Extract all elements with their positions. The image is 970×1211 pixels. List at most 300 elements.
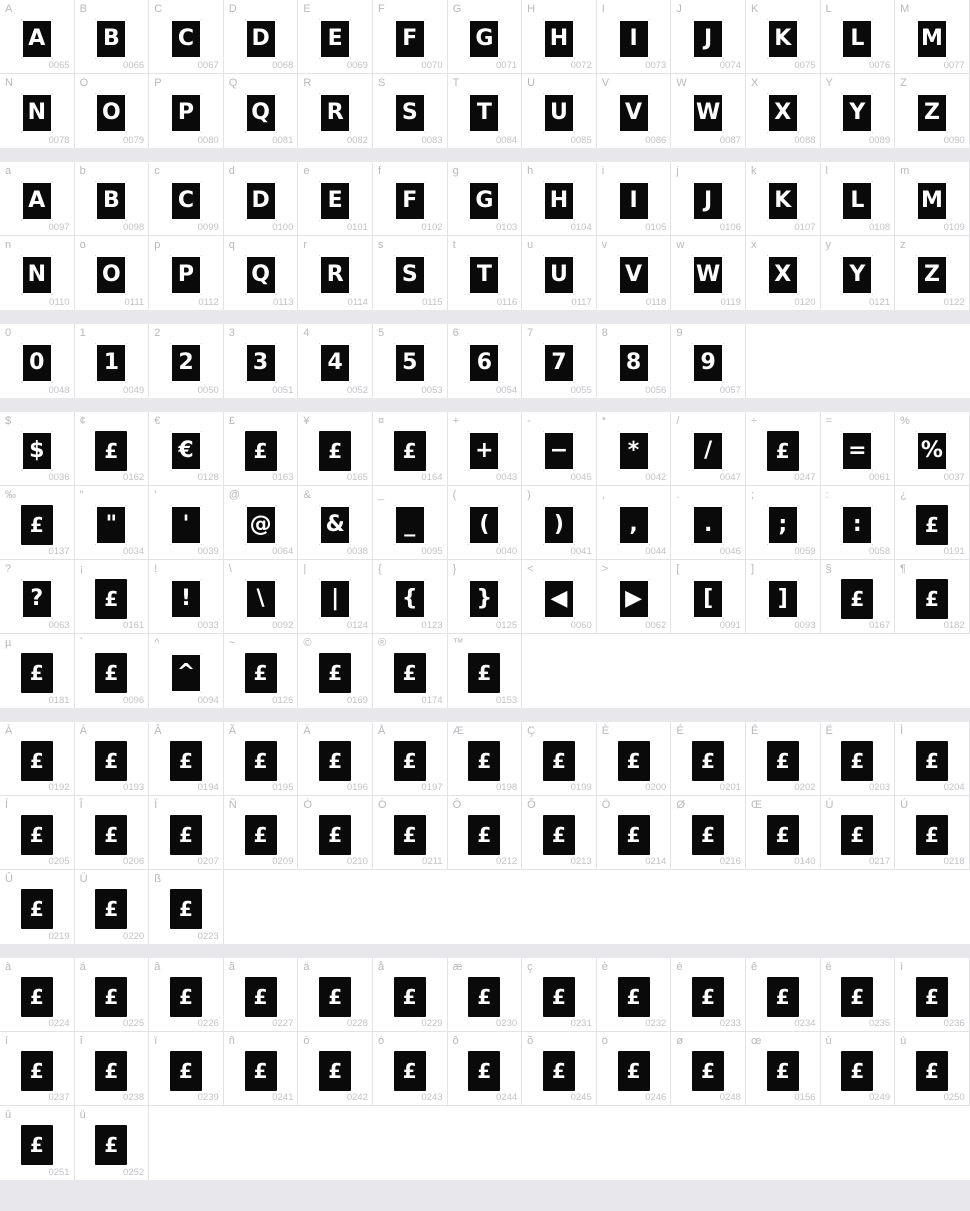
glyph-cell[interactable] — [448, 958, 523, 1032]
glyph-cell[interactable] — [597, 560, 672, 634]
glyph-box: £ — [916, 1051, 948, 1091]
glyph-cell-char: m — [900, 165, 910, 177]
glyph-cell-code: 0203 — [868, 782, 891, 793]
glyph-cell[interactable] — [75, 722, 150, 796]
glyph-cell[interactable] — [149, 162, 224, 236]
glyph-cell[interactable] — [298, 796, 373, 870]
glyph-cell[interactable] — [895, 722, 970, 796]
glyph-preview — [671, 1048, 745, 1094]
glyph-cell[interactable] — [224, 324, 299, 398]
glyph-cell-char: r — [303, 239, 308, 251]
glyph-cell[interactable] — [597, 1032, 672, 1106]
glyph-box: £ — [692, 1051, 724, 1091]
glyph-cell[interactable] — [0, 324, 75, 398]
glyph-cell[interactable] — [522, 796, 597, 870]
glyph-cell[interactable] — [373, 1032, 448, 1106]
glyph-cell-char: u — [527, 239, 534, 251]
glyph-preview — [821, 178, 895, 224]
glyph-cell[interactable] — [522, 0, 597, 74]
glyph-cell[interactable] — [746, 162, 821, 236]
glyph-cell[interactable] — [895, 1032, 970, 1106]
glyph-cell[interactable] — [671, 236, 746, 310]
glyph-cell[interactable] — [149, 412, 224, 486]
glyph-preview — [671, 340, 745, 386]
glyph-cell[interactable] — [298, 1032, 373, 1106]
glyph-preview — [448, 576, 522, 622]
glyph-cell[interactable] — [746, 1032, 821, 1106]
glyph-cell[interactable] — [522, 412, 597, 486]
glyph-preview — [0, 738, 74, 784]
glyph-cell[interactable] — [448, 796, 523, 870]
glyph-cell[interactable] — [448, 162, 523, 236]
glyph-cell-code: 0125 — [496, 620, 518, 631]
glyph-cell[interactable] — [522, 722, 597, 796]
glyph-cell-char: j — [676, 165, 679, 177]
glyph-cell[interactable] — [448, 722, 523, 796]
glyph-cell[interactable] — [746, 958, 821, 1032]
glyph-box: £ — [468, 741, 500, 781]
glyph-cell[interactable] — [298, 0, 373, 74]
glyph-cell[interactable] — [75, 74, 150, 148]
glyph-cell-code: 0156 — [794, 1092, 816, 1103]
glyph-cell-code: 0102 — [421, 222, 443, 233]
glyph-cell[interactable] — [671, 486, 746, 560]
glyph-cell[interactable] — [224, 486, 299, 560]
glyph-cell[interactable] — [448, 236, 523, 310]
glyph-cell-code: 0053 — [421, 385, 443, 396]
glyph-cell[interactable] — [298, 722, 373, 796]
glyph-box: R — [319, 93, 351, 133]
glyph-cell[interactable] — [298, 634, 373, 708]
glyph-box: £ — [916, 815, 948, 855]
glyph-cell[interactable] — [522, 560, 597, 634]
glyph-cell[interactable] — [821, 162, 896, 236]
glyph-cell-char: Õ — [527, 799, 536, 811]
glyph-cell-code: 0050 — [197, 385, 219, 396]
glyph-cell-code: 0034 — [123, 546, 145, 557]
glyph-cell-code: 0043 — [496, 472, 518, 483]
glyph-cell[interactable] — [597, 236, 672, 310]
glyph-cell-char: x — [750, 239, 757, 251]
glyph-cell[interactable] — [373, 634, 448, 708]
glyph-cell-char: ( — [452, 489, 457, 501]
glyph-box: £ — [170, 741, 202, 781]
glyph-cell-empty — [821, 1106, 896, 1180]
glyph-cell[interactable] — [448, 560, 523, 634]
glyph-cell[interactable] — [0, 634, 75, 708]
glyph-cell-char: £ — [228, 415, 235, 427]
glyph-cell[interactable] — [895, 162, 970, 236]
glyph-box: £ — [468, 653, 500, 693]
glyph-cell[interactable] — [671, 412, 746, 486]
glyph-cell[interactable] — [224, 796, 299, 870]
glyph-cell[interactable] — [373, 722, 448, 796]
glyph-cell-code: 0109 — [943, 222, 965, 233]
glyph-cell-char: Ê — [750, 725, 759, 737]
glyph-cell[interactable] — [671, 560, 746, 634]
glyph-cell[interactable] — [448, 324, 523, 398]
glyph-cell[interactable] — [522, 162, 597, 236]
glyph-cell[interactable] — [821, 560, 896, 634]
glyph-cell[interactable] — [522, 958, 597, 1032]
glyph-cell[interactable] — [895, 796, 970, 870]
glyph-cell[interactable] — [448, 74, 523, 148]
glyph-box: N — [21, 255, 53, 295]
glyph-cell[interactable] — [149, 324, 224, 398]
glyph-preview — [75, 886, 149, 932]
glyph-preview — [75, 90, 149, 136]
glyph-cell[interactable] — [75, 1032, 150, 1106]
glyph-cell-char: 0 — [5, 327, 12, 339]
glyph-cell-code: 0052 — [346, 385, 368, 396]
glyph-preview — [224, 428, 298, 474]
glyph-preview — [597, 1048, 671, 1094]
glyph-cell-char: ) — [527, 489, 531, 501]
glyph-cell-empty — [522, 1106, 597, 1180]
glyph-cell-empty — [895, 324, 970, 398]
glyph-cell[interactable] — [671, 162, 746, 236]
glyph-box: € — [170, 431, 202, 471]
glyph-preview — [373, 340, 447, 386]
glyph-cell[interactable] — [895, 412, 970, 486]
glyph-cell[interactable] — [373, 796, 448, 870]
glyph-box: G — [468, 19, 500, 59]
glyph-cell[interactable] — [224, 74, 299, 148]
glyph-preview — [373, 974, 447, 1020]
glyph-cell[interactable] — [298, 560, 373, 634]
glyph-cell[interactable] — [821, 236, 896, 310]
glyph-preview — [597, 16, 671, 62]
glyph-cell[interactable] — [298, 236, 373, 310]
glyph-cell[interactable] — [373, 324, 448, 398]
glyph-cell[interactable] — [373, 162, 448, 236]
glyph-cell[interactable] — [522, 74, 597, 148]
glyph-cell[interactable] — [895, 0, 970, 74]
glyph-preview — [821, 812, 895, 858]
glyph-preview — [895, 974, 969, 1020]
glyph-cell-code: 0137 — [48, 546, 70, 557]
glyph-cell[interactable] — [0, 958, 75, 1032]
glyph-cell[interactable] — [75, 162, 150, 236]
glyph-cell-code: 0216 — [719, 856, 741, 867]
glyph-cell[interactable] — [597, 958, 672, 1032]
glyph-box: F — [394, 181, 426, 221]
glyph-cell[interactable] — [373, 0, 448, 74]
glyph-cell-char: n — [5, 239, 12, 251]
glyph-cell[interactable] — [821, 796, 896, 870]
glyph-cell[interactable] — [671, 958, 746, 1032]
glyph-cell-char: À — [5, 725, 13, 737]
glyph-box: A — [21, 181, 53, 221]
glyph-cell-code: 0064 — [272, 546, 294, 557]
glyph-cell-empty — [671, 634, 746, 708]
glyph-cell[interactable] — [821, 412, 896, 486]
glyph-cell[interactable] — [298, 74, 373, 148]
glyph-cell[interactable] — [0, 486, 75, 560]
glyph-cell[interactable] — [75, 796, 150, 870]
glyph-cell[interactable] — [298, 958, 373, 1032]
glyph-cell[interactable] — [0, 1106, 75, 1180]
glyph-cell[interactable] — [0, 870, 75, 944]
glyph-cell-code: 0123 — [421, 620, 443, 631]
glyph-cell[interactable] — [75, 486, 150, 560]
glyph-cell-char: < — [527, 563, 534, 575]
glyph-cell[interactable] — [0, 1032, 75, 1106]
glyph-preview — [895, 428, 969, 474]
glyph-cell[interactable] — [149, 1032, 224, 1106]
glyph-preview — [671, 812, 745, 858]
glyph-cell[interactable] — [224, 412, 299, 486]
glyph-cell-code: 0198 — [496, 782, 518, 793]
glyph-cell[interactable] — [75, 634, 150, 708]
glyph-preview — [597, 738, 671, 784]
glyph-box: ? — [21, 579, 53, 619]
glyph-cell[interactable] — [149, 0, 224, 74]
glyph-cell-char: H — [527, 3, 536, 15]
glyph-cell[interactable] — [75, 1106, 150, 1180]
glyph-cell[interactable] — [448, 412, 523, 486]
glyph-cell[interactable] — [597, 486, 672, 560]
glyph-cell-code: 0248 — [719, 1092, 741, 1103]
glyph-cell[interactable] — [821, 0, 896, 74]
glyph-cell-char: 7 — [527, 327, 534, 339]
glyph-cell[interactable] — [522, 236, 597, 310]
glyph-cell[interactable] — [746, 74, 821, 148]
glyph-cell[interactable] — [373, 958, 448, 1032]
glyph-cell-code: 0207 — [197, 856, 219, 867]
glyph-cell-empty — [224, 870, 299, 944]
glyph-cell[interactable] — [522, 1032, 597, 1106]
glyph-cell[interactable] — [0, 722, 75, 796]
glyph-cell[interactable] — [75, 324, 150, 398]
glyph-preview — [75, 1122, 149, 1168]
glyph-cell[interactable] — [0, 0, 75, 74]
glyph-box: W — [692, 255, 724, 295]
glyph-cell[interactable] — [671, 1032, 746, 1106]
glyph-preview — [224, 576, 298, 622]
glyph-cell-code: 0174 — [421, 695, 443, 706]
glyph-cell[interactable] — [895, 74, 970, 148]
glyph-cell[interactable] — [373, 412, 448, 486]
glyph-cell[interactable] — [149, 958, 224, 1032]
glyph-cell[interactable] — [149, 74, 224, 148]
glyph-cell[interactable] — [746, 236, 821, 310]
glyph-cell-code: 0075 — [794, 60, 816, 71]
glyph-cell-code: 0118 — [645, 297, 667, 308]
glyph-box: S — [394, 255, 426, 295]
glyph-cell[interactable] — [597, 722, 672, 796]
glyph-cell-code: 0078 — [48, 135, 70, 146]
glyph-cell[interactable] — [149, 486, 224, 560]
glyph-cell[interactable] — [597, 162, 672, 236]
glyph-cell[interactable] — [0, 560, 75, 634]
glyph-cell[interactable] — [671, 796, 746, 870]
glyph-cell[interactable] — [821, 74, 896, 148]
glyph-preview — [149, 650, 223, 696]
glyph-box: Q — [245, 255, 277, 295]
glyph-cell[interactable] — [821, 1032, 896, 1106]
glyph-cell[interactable] — [75, 560, 150, 634]
glyph-cell[interactable] — [75, 236, 150, 310]
glyph-cell[interactable] — [0, 162, 75, 236]
glyph-box: \ — [245, 579, 277, 619]
glyph-box: £ — [95, 1051, 127, 1091]
glyph-cell-code: 0201 — [719, 782, 741, 793]
glyph-cell[interactable] — [597, 796, 672, 870]
glyph-cell[interactable] — [448, 486, 523, 560]
glyph-cell[interactable] — [224, 722, 299, 796]
glyph-box: V — [618, 255, 650, 295]
glyph-cell[interactable] — [224, 1032, 299, 1106]
glyph-cell[interactable] — [75, 0, 150, 74]
glyph-cell-code: 0209 — [272, 856, 294, 867]
glyph-cell[interactable] — [597, 412, 672, 486]
glyph-preview — [597, 502, 671, 548]
glyph-cell[interactable] — [597, 324, 672, 398]
glyph-cell-char: Ì — [900, 725, 904, 737]
glyph-cell[interactable] — [149, 560, 224, 634]
glyph-cell-code: 0210 — [346, 856, 368, 867]
glyph-cell[interactable] — [746, 0, 821, 74]
glyph-cell[interactable] — [298, 412, 373, 486]
glyph-cell[interactable] — [746, 796, 821, 870]
glyph-cell[interactable] — [448, 634, 523, 708]
glyph-cell-empty — [373, 870, 448, 944]
glyph-cell[interactable] — [597, 74, 672, 148]
glyph-cell-char: ö — [601, 1035, 608, 1047]
glyph-cell-code: 0041 — [570, 546, 592, 557]
glyph-cell[interactable] — [149, 236, 224, 310]
glyph-cell[interactable] — [522, 324, 597, 398]
glyph-cell[interactable] — [895, 560, 970, 634]
glyph-cell[interactable] — [75, 412, 150, 486]
glyph-cell[interactable] — [597, 0, 672, 74]
glyph-preview — [373, 576, 447, 622]
glyph-cell-code: 0199 — [570, 782, 592, 793]
glyph-cell[interactable] — [448, 1032, 523, 1106]
glyph-cell[interactable] — [298, 162, 373, 236]
glyph-box: & — [319, 505, 351, 545]
glyph-box: £ — [21, 1125, 53, 1165]
glyph-cell-empty — [448, 870, 523, 944]
glyph-cell[interactable] — [821, 958, 896, 1032]
glyph-cell[interactable] — [75, 958, 150, 1032]
glyph-cell[interactable] — [671, 74, 746, 148]
glyph-cell-char: ï — [154, 1035, 158, 1047]
glyph-box: £ — [618, 1051, 650, 1091]
glyph-cell[interactable] — [373, 74, 448, 148]
glyph-cell[interactable] — [448, 0, 523, 74]
glyph-cell[interactable] — [895, 958, 970, 1032]
glyph-cell-code: 0230 — [496, 1018, 518, 1029]
glyph-cell[interactable] — [895, 486, 970, 560]
glyph-preview — [298, 974, 372, 1020]
glyph-cell[interactable] — [746, 486, 821, 560]
glyph-cell[interactable] — [149, 634, 224, 708]
glyph-preview — [448, 178, 522, 224]
glyph-cell-empty — [746, 634, 821, 708]
glyph-cell-char: } — [452, 563, 457, 575]
glyph-cell[interactable] — [224, 236, 299, 310]
glyph-cell-code: 0119 — [720, 297, 741, 308]
glyph-cell[interactable] — [746, 560, 821, 634]
glyph-cell-char: = — [825, 415, 832, 427]
glyph-cell[interactable] — [298, 486, 373, 560]
glyph-cell[interactable] — [0, 74, 75, 148]
glyph-block-punctuation-symbols — [0, 412, 970, 708]
glyph-preview — [746, 738, 820, 784]
glyph-cell[interactable] — [0, 412, 75, 486]
glyph-cell-char: ë — [825, 961, 832, 973]
glyph-box: E — [319, 181, 351, 221]
glyph-cell[interactable] — [224, 162, 299, 236]
glyph-box: £ — [394, 1051, 426, 1091]
glyph-cell-code: 0083 — [421, 135, 443, 146]
glyph-cell-char: v — [601, 239, 608, 251]
glyph-box: £ — [21, 977, 53, 1017]
glyph-cell[interactable] — [373, 236, 448, 310]
glyph-cell[interactable] — [671, 324, 746, 398]
glyph-cell-char: œ — [750, 1035, 762, 1047]
glyph-box: £ — [394, 977, 426, 1017]
glyph-preview — [224, 178, 298, 224]
glyph-block-lowercase — [0, 162, 970, 310]
glyph-preview — [895, 178, 969, 224]
glyph-cell[interactable] — [821, 722, 896, 796]
glyph-preview — [298, 738, 372, 784]
glyph-cell-code: 0110 — [49, 297, 70, 308]
glyph-cell-code: 0058 — [868, 546, 891, 557]
glyph-cell[interactable] — [75, 870, 150, 944]
glyph-cell-char: ì — [900, 961, 904, 973]
glyph-cell[interactable] — [224, 634, 299, 708]
glyph-cell[interactable] — [821, 486, 896, 560]
glyph-cell-code: 0055 — [570, 385, 592, 396]
glyph-cell[interactable] — [671, 0, 746, 74]
glyph-cell[interactable] — [149, 870, 224, 944]
glyph-cell-code: 0100 — [272, 222, 294, 233]
glyph-cell-char: ù — [825, 1035, 832, 1047]
glyph-preview — [373, 1048, 447, 1094]
glyph-cell[interactable] — [224, 958, 299, 1032]
glyph-preview — [821, 428, 895, 474]
glyph-box: R — [319, 255, 351, 295]
glyph-cell[interactable] — [746, 722, 821, 796]
glyph-cell[interactable] — [522, 486, 597, 560]
glyph-cell[interactable] — [671, 722, 746, 796]
glyph-box: { — [394, 579, 426, 619]
glyph-cell[interactable] — [895, 236, 970, 310]
glyph-cell-char: S — [377, 77, 386, 89]
glyph-cell[interactable] — [373, 560, 448, 634]
glyph-preview — [298, 428, 372, 474]
glyph-cell-code: 0057 — [719, 385, 741, 396]
glyph-cell[interactable] — [746, 412, 821, 486]
glyph-cell[interactable] — [224, 0, 299, 74]
glyph-cell-char: ¥ — [303, 415, 310, 427]
glyph-cell[interactable] — [298, 324, 373, 398]
glyph-box: K — [767, 181, 799, 221]
glyph-preview — [895, 738, 969, 784]
glyph-cell[interactable] — [373, 486, 448, 560]
glyph-cell[interactable] — [0, 236, 75, 310]
glyph-cell[interactable] — [224, 560, 299, 634]
glyph-cell[interactable] — [149, 722, 224, 796]
glyph-cell[interactable] — [0, 796, 75, 870]
glyph-cell-char: > — [601, 563, 609, 575]
glyph-cell[interactable] — [149, 796, 224, 870]
glyph-preview — [821, 974, 895, 1020]
